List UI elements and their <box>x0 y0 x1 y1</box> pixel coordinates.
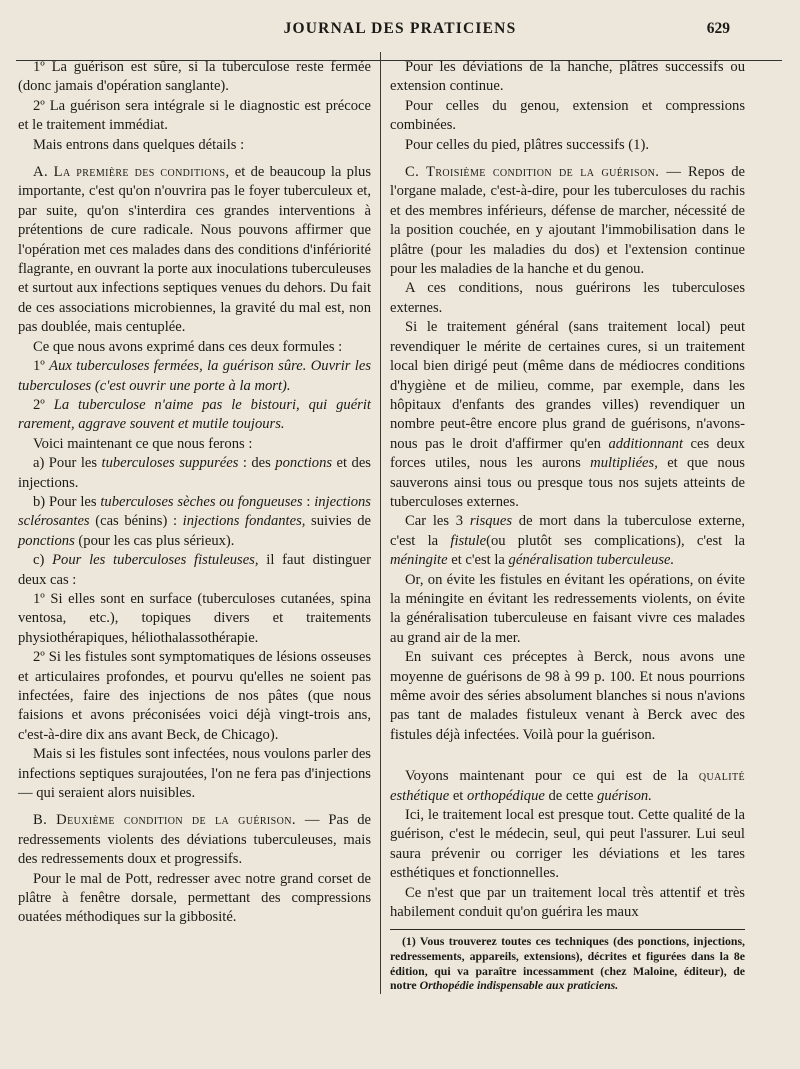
list-item-a: a) Pour les tuberculoses suppurées : des ponctions et des injections. <box>18 455 371 491</box>
paragraph: 1º La guérison est sûre, si la tuberculose reste fermée (donc jamais d'opération sanglante). <box>18 59 371 95</box>
page-header <box>0 18 800 44</box>
section-c-paragraph: C. Troisième condition de la guérison. — Repos de l'organe malade, c'est-à-dire, pour les tuberculoses du rachis et des membres inférieurs, défense de marcher, nécessité de la position couchée, en y ajoutant l'immobilisation dans le plâtre (pour les maladies du dos) et l'extension continue pour les maladies de la hanche et du genou. <box>390 164 746 278</box>
list-item-c: c) Pour les tuberculoses fistuleuses, il faut distinguer deux cas : <box>18 552 371 588</box>
list-item-b: b) Pour les tuberculoses sèches ou fongueuses : injections sclérosantes (cas bénins) : injections fondantes, suivies de ponctions (pour les cas plus sérieux). <box>18 493 371 549</box>
paragraph: Pour celles du genou, extension et compressions combinées. <box>390 97 745 134</box>
paragraph: Si le traitement général (sans traitement local) peut revendiquer le mérite de certaines cures, si un traitement local bien dirigé peut (même dans de médiocres conditions d'hygiène et de milieu, comme, par exemple, dans les hôpitaux d'enfants des grandes villes) revendiquer un nombre peut-être encore plus grand de guérisons, n'avons-nous pas le droit d'affirmer qu'en additionnant ces deux forces utiles, nous les aurons multipliées, et que nous sauverons ainsi tous ou presque tous nos sujets atteints de tuberculoses externes. <box>390 319 745 510</box>
footnote-rule <box>390 929 745 930</box>
section-c-heading: C. Troisième condition de la guérison. — <box>405 164 682 181</box>
section-a-paragraph: A. La première des conditions, et de beaucoup la plus importante, c'est qu'on n'ouvrira pas le foyer tuberculeux et, par suite, qu'on s'interdira ces grandes interventions à prétentions de cure radicale. Nous pouvons affirmer que l'opération met ces malades dans des conditions d'infériorité flagrante, en ouvrant la porte aux inoculations tuberculeuses et surtout aux infections septiques venues du dehors. Du fait de ces associations microbiennes, la gravité du mal est, non pas doublée, mais centuplée. <box>18 164 371 336</box>
paragraph: Voici maintenant ce que nous ferons : <box>33 435 253 452</box>
paragraph: Voyons maintenant pour ce qui est de la qualité esthétique et orthopédique de cette guérison. <box>390 768 745 804</box>
section-b-heading: B. Deuxième condition de la guérison. — <box>33 812 320 829</box>
section-b-paragraph: B. Deuxième condition de la guérison. — Pas de redressements violents des déviations tuberculeuses, mais des redressements doux et progressifs. <box>18 812 371 868</box>
paragraph: Or, on évite les fistules en évitant les opérations, on évite la méningite en évitant les redressements violents, on évite la généralisation tuberculeuse en faisant vivre ces malades au grand air de la mer. <box>390 571 745 646</box>
right-column <box>390 58 745 993</box>
formula-2: 2º La tuberculose n'aime pas le bistouri, qui guérit rarement, aggrave souvent et mutile toujours. <box>18 396 371 433</box>
footnote: (1) Vous trouverez toutes ces techniques (des ponctions, injections, redressements, appareils, extensions), décrites et figurées dans la 8e édition, qui va paraître incessamment (chez Maloine, éditeur), de notre Orthopédie indispensable aux praticiens. <box>390 934 745 993</box>
paragraph: En suivant ces préceptes à Berck, nous avons une moyenne de guérisons de 98 à 99 p. 100. Et nous pourrions même avoir des séries absolument blanches si nous n'avions pas tant de malades fistuleux venant à Berck avec des fistules déjà infectées. Voilà pour la guérison. <box>390 649 745 743</box>
paragraph: Car les 3 risques de mort dans la tuberculose externe, c'est la fistule(ou plutôt ses complications), c'est la méningite et c'est la généralisation tuberculeuse. <box>390 513 745 569</box>
formula-1: 1º Aux tuberculoses fermées, la guérison sûre. Ouvrir les tuberculoses (c'est ouvrir une porte à la mort). <box>18 358 371 394</box>
section-a-heading: A. La première des conditions, <box>33 164 230 181</box>
paragraph: Ici, le traitement local est presque tout. Cette qualité de la guérison, c'est le médecin, seul, qui peut l'assurer. Lui seul saura prévenir ou corriger les déviations et les tares esthétiques et fonctionnelles. <box>390 807 745 882</box>
paragraph: 2º Si les fistules sont symptomatiques de lésions osseuses et articulaires profondes, et pourvu qu'elles ne soient pas infectées, faire des injections de nos pâtes (que nous faisions et avons préconisées voici déjà vingt-trois ans, c'est-à-dire dix ans avant Beck, de Chicago). <box>18 649 371 743</box>
paragraph: Ce n'est que par un traitement local très attentif et très habilement conduit qu'on guérira les maux <box>390 884 745 921</box>
paragraph: Pour les déviations de la hanche, plâtres successifs ou extension continue. <box>390 59 745 95</box>
paragraph: Mais si les fistules sont infectées, nous voulons parler des infections septiques surajoutées, l'on ne fera pas d'injections — qui seraient alors nuisibles. <box>18 746 371 802</box>
paragraph: Ce que nous avons exprimé dans ces deux formules : <box>33 338 343 355</box>
journal-title: JOURNAL DES PRATICIENS <box>283 20 517 37</box>
left-column <box>18 58 371 928</box>
paragraph: Pour celles du pied, plâtres successifs (1). <box>405 136 649 153</box>
paragraph: Pour le mal de Pott, redresser avec notre grand corset de plâtre à fenêtre dorsale, permettant des compressions ouatées méthodiques sur la gibbosité. <box>18 870 371 926</box>
paragraph: 1º Si elles sont en surface (tuberculoses cutanées, spina ventosa, etc.), topiques divers et traitements physiothérapiques, héliothalassothérapie. <box>18 590 371 646</box>
paragraph: Mais entrons dans quelques détails : <box>33 136 245 153</box>
page-number: 629 <box>706 20 730 37</box>
paragraph: 2º La guérison sera intégrale si le diagnostic est précoce et le traitement immédiat. <box>18 97 371 134</box>
paragraph: A ces conditions, nous guérirons les tuberculoses externes. <box>390 280 745 316</box>
column-divider <box>380 52 381 994</box>
